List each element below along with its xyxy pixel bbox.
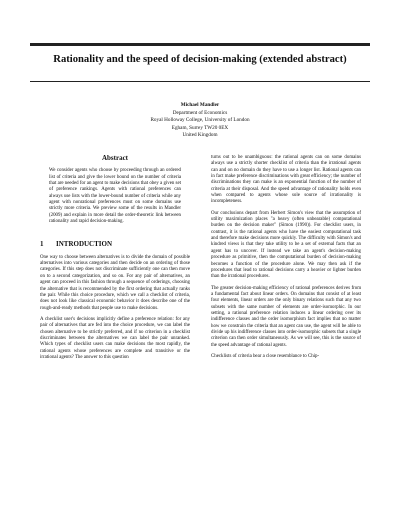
author-name: Michael Mandler — [180, 102, 220, 108]
section-heading — [40, 241, 190, 247]
intro-paragraph-2: A checklist user's decisions implicitly define a preference relation: for any pair of alternatives that are fed into the choice procedure, we can label the chosen alternative to be strictly preferred, and if no criterion in a checklist discriminates between the alternatives we can label the pair unranked. Which types of checklist users can make decisions the most rapidly, the rational agents whose preferences are complete and transitive or the irrational agents? The answer to this question — [40, 316, 190, 360]
title-rule-bottom — [30, 81, 370, 82]
author-department: Department of Economics — [172, 109, 228, 116]
intro-paragraph-1: One way to choose between alternatives is to divide the domain of possible alternatives into various categories and then decide on an ordering of those categories. If this step does not discriminate sufficiently one can then move on to a second categorization, and so on. For any pair of alternatives, an agent can proceed in this fashion through a sequence of orderings, choosing the alternative that is recommended by the first ordering that actually ranks the pair. While this choice procedure, which we call a checklist of criteria, does not look like classical economic behavior it does describe one of the rough-and-ready methods that people use to make decisions. — [40, 254, 190, 311]
right-column — [211, 155, 361, 365]
right-paragraph-3: The greater decision-making efficiency of rational preferences derives from a fundamental fact about linear orders. On domains that consist of at least four elements, linear orders are the only binary relations such that any two subsets with the same number of elements are order-isomorphic. In our setting, a rational preference relation induces a linear ordering over its indifference classes and the order isomorphism fact implies that no matter how we constrain the criteria that an agent can use, the agent will be able to divide up his indifference classes into order-isomorphic subsets that a single criterion can then order simultaneously. As we will see, this is the source of the speed advantage of rational agents. — [211, 285, 361, 348]
abstract-heading: Abstract — [101, 154, 129, 162]
author-address: Egham, Surrey TW20 0EX — [171, 124, 229, 131]
section-title: INTRODUCTION — [56, 240, 113, 249]
title-rule-top — [30, 43, 370, 46]
abstract-text: We consider agents who choose by proceeding through an ordered list of criteria and give the lower bound on the number of criteria that are needed for an agent to make decisions that obey a given set of preference rankings. Agents with rational preferences can always use lists with the lower-bound number of criteria while any agent with nonrational preferences must on some domains use strictly more criteria. We preview some of the results in Mandler (2009) and explain in more detail the order-theoretic link between rationality and rapid decision-making. — [49, 168, 181, 225]
right-paragraph-4: Checklists of criteria bear a close resemblance to Chip- — [211, 353, 320, 359]
author-block — [30, 102, 370, 140]
paper-title: Rationality and the speed of decision-making (extended abstract) — [53, 54, 347, 65]
left-column — [40, 155, 190, 366]
section-number: 1 — [40, 240, 44, 249]
author-institution: Royal Holloway College, University of London — [150, 117, 250, 124]
right-paragraph-2: Our conclusions depart from Herbert Simon's view that the assumption of utility maximization places "a heavy (often unbearable) computational burden on the decision maker" (Simon (1990)). For checklist users, in contrast, it is the rational agents who have the easiest computational task and therefore make decisions more quickly. The difficulty with Simon's and kindred views is that they take utility to be a set of external facts that an agent has to uncover. If instead we take an agent's decision-making procedure as primitive, then the computational burden of decision-making becomes a function of the procedure alone. We may then ask if the procedures that lead to rational decisions carry a heavier or lighter burden than the irrational procedures. — [211, 210, 361, 280]
right-paragraph-1: turns out to be unambiguous: the rational agents can on some domains always use a strictly shorter checklist of criteria than the irrational agents can and on no domain do they have to use a longer list. Rational agents can in fact make preference discriminations with great efficiency; the number of discriminations they can make is an exponential function of the number of criteria at their disposal. And the speed advantage of rationality holds even when compared to agents whose sole source of irrationality is incompleteness. — [211, 155, 361, 205]
author-country: United Kingdom — [182, 132, 218, 139]
